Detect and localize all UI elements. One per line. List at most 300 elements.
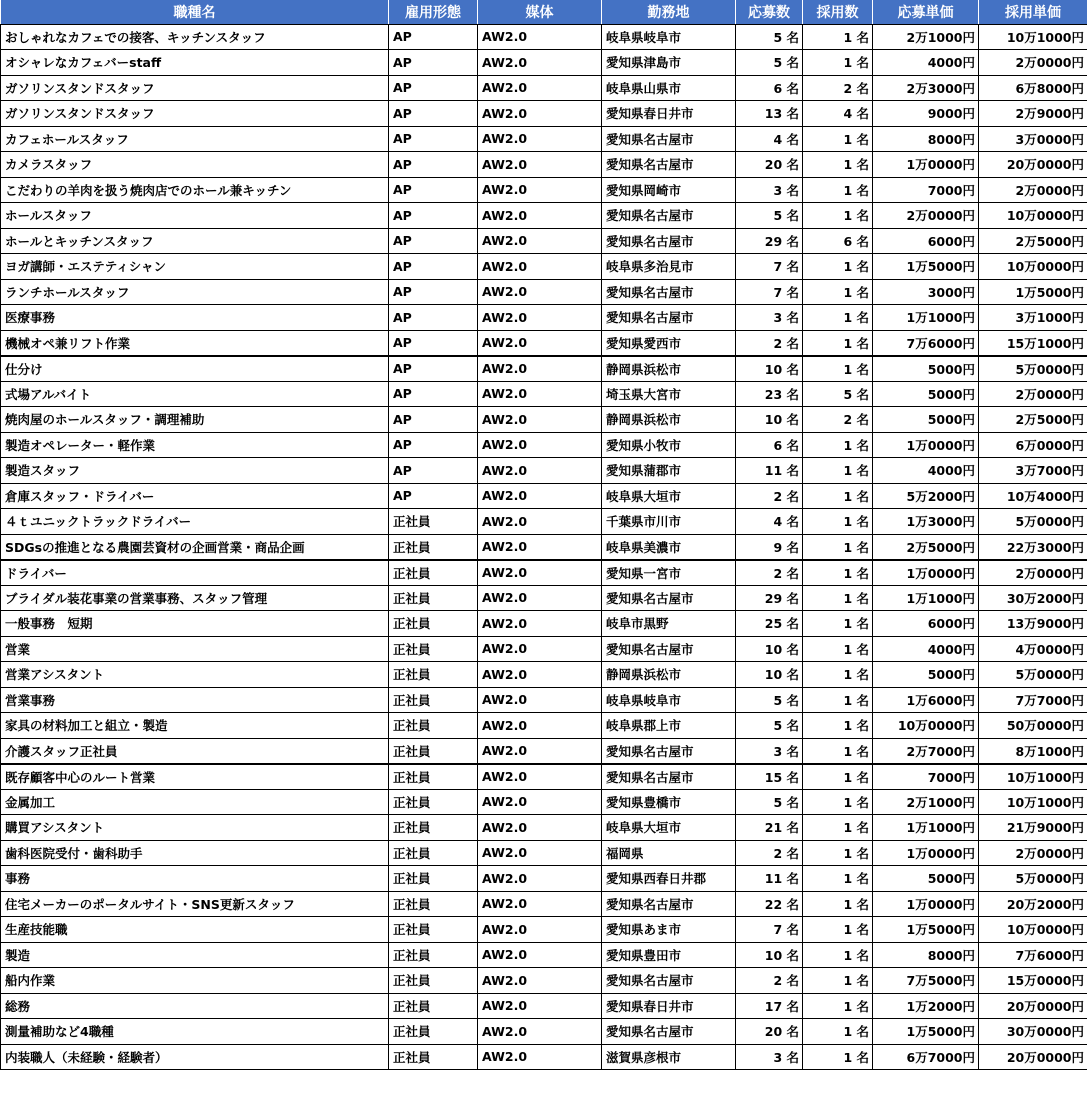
cell-job-title: 製造オペレーター・軽作業	[1, 432, 389, 458]
cell-location: 岐阜県大垣市	[602, 483, 736, 509]
cell-location: 愛知県蒲郡市	[602, 458, 736, 484]
cell-location: 愛知県名古屋市	[602, 968, 736, 994]
cell-applications: 4 名	[736, 509, 803, 535]
cell-media: AW2.0	[478, 662, 602, 688]
cell-cost-per-hire: 2万0000円	[979, 50, 1087, 76]
cell-cost-per-hire: 5万0000円	[979, 509, 1087, 535]
table-row	[1, 662, 1087, 688]
cell-cost-per-hire: 2万0000円	[979, 381, 1087, 407]
cell-employment-type: AP	[389, 381, 478, 407]
table-row	[1, 50, 1087, 76]
cell-cost-per-hire: 3万1000円	[979, 305, 1087, 331]
cell-cost-per-hire: 2万0000円	[979, 840, 1087, 866]
cell-job-title: カメラスタッフ	[1, 152, 389, 178]
cell-location: 岐阜県美濃市	[602, 534, 736, 560]
cell-employment-type: AP	[389, 432, 478, 458]
table-row	[1, 356, 1087, 382]
cell-cost-per-hire: 2万5000円	[979, 407, 1087, 433]
cell-applications: 2 名	[736, 330, 803, 356]
cell-job-title: 事務	[1, 866, 389, 892]
cell-location: 愛知県春日井市	[602, 101, 736, 127]
cell-location: 愛知県名古屋市	[602, 305, 736, 331]
cell-employment-type: 正社員	[389, 738, 478, 764]
cell-applications: 25 名	[736, 611, 803, 637]
cell-media: AW2.0	[478, 585, 602, 611]
cell-job-title: ガソリンスタンドスタッフ	[1, 75, 389, 101]
cell-cost-per-hire: 2万9000円	[979, 101, 1087, 127]
cell-location: 静岡県浜松市	[602, 356, 736, 382]
cell-cost-per-hire: 2万0000円	[979, 177, 1087, 203]
cell-applications: 10 名	[736, 662, 803, 688]
cell-hires: 1 名	[803, 942, 873, 968]
cell-cost-per-hire: 20万0000円	[979, 993, 1087, 1019]
cell-applications: 3 名	[736, 738, 803, 764]
cell-hires: 1 名	[803, 560, 873, 586]
cell-applications: 5 名	[736, 687, 803, 713]
cell-hires: 1 名	[803, 687, 873, 713]
cell-job-title: 式場アルバイト	[1, 381, 389, 407]
cell-media: AW2.0	[478, 1019, 602, 1045]
cell-location: 愛知県津島市	[602, 50, 736, 76]
cell-cost-per-hire: 10万1000円	[979, 24, 1087, 50]
cell-job-title: ランチホールスタッフ	[1, 279, 389, 305]
cell-cost-per-application: 7万6000円	[873, 330, 979, 356]
table-row	[1, 432, 1087, 458]
table-row	[1, 305, 1087, 331]
cell-employment-type: AP	[389, 50, 478, 76]
cell-cost-per-hire: 10万0000円	[979, 917, 1087, 943]
cell-hires: 1 名	[803, 611, 873, 637]
cell-job-title: 船内作業	[1, 968, 389, 994]
cell-cost-per-hire: 1万5000円	[979, 279, 1087, 305]
cell-employment-type: 正社員	[389, 662, 478, 688]
cell-cost-per-hire: 10万1000円	[979, 764, 1087, 790]
cell-applications: 4 名	[736, 126, 803, 152]
cell-cost-per-application: 5000円	[873, 381, 979, 407]
table-row	[1, 381, 1087, 407]
cell-applications: 10 名	[736, 942, 803, 968]
cell-employment-type: 正社員	[389, 560, 478, 586]
cell-location: 愛知県名古屋市	[602, 764, 736, 790]
table-row	[1, 560, 1087, 586]
cell-hires: 1 名	[803, 483, 873, 509]
cell-cost-per-hire: 13万9000円	[979, 611, 1087, 637]
cell-location: 岐阜県大垣市	[602, 815, 736, 841]
cell-job-title: ４ｔユニックトラックドライバー	[1, 509, 389, 535]
cell-cost-per-application: 1万0000円	[873, 560, 979, 586]
cell-media: AW2.0	[478, 789, 602, 815]
cell-cost-per-application: 1万2000円	[873, 993, 979, 1019]
cell-applications: 3 名	[736, 1044, 803, 1070]
cell-job-title: 購買アシスタント	[1, 815, 389, 841]
cell-employment-type: 正社員	[389, 764, 478, 790]
cell-cost-per-hire: 2万0000円	[979, 560, 1087, 586]
cell-location: 愛知県豊橋市	[602, 789, 736, 815]
cell-cost-per-application: 6000円	[873, 228, 979, 254]
cell-media: AW2.0	[478, 891, 602, 917]
cell-cost-per-application: 5000円	[873, 662, 979, 688]
cell-cost-per-application: 2万5000円	[873, 534, 979, 560]
cell-cost-per-application: 1万1000円	[873, 815, 979, 841]
table-row	[1, 279, 1087, 305]
cell-cost-per-hire: 30万0000円	[979, 1019, 1087, 1045]
cell-applications: 20 名	[736, 1019, 803, 1045]
cell-job-title: 機械オペ兼リフト作業	[1, 330, 389, 356]
cell-applications: 5 名	[736, 203, 803, 229]
cell-media: AW2.0	[478, 917, 602, 943]
cell-cost-per-application: 1万3000円	[873, 509, 979, 535]
cell-applications: 2 名	[736, 968, 803, 994]
cell-applications: 5 名	[736, 50, 803, 76]
cell-hires: 1 名	[803, 1044, 873, 1070]
cell-hires: 1 名	[803, 509, 873, 535]
cell-job-title: カフェホールスタッフ	[1, 126, 389, 152]
cell-location: 静岡県浜松市	[602, 662, 736, 688]
cell-applications: 17 名	[736, 993, 803, 1019]
cell-media: AW2.0	[478, 279, 602, 305]
cell-location: 愛知県名古屋市	[602, 891, 736, 917]
table-row	[1, 942, 1087, 968]
cell-media: AW2.0	[478, 713, 602, 739]
cell-cost-per-hire: 15万0000円	[979, 968, 1087, 994]
cell-applications: 9 名	[736, 534, 803, 560]
cell-hires: 1 名	[803, 738, 873, 764]
table-row	[1, 917, 1087, 943]
header-media: 媒体	[478, 0, 602, 24]
cell-job-title: 一般事務 短期	[1, 611, 389, 637]
cell-hires: 1 名	[803, 24, 873, 50]
header-cost-per-hire: 採用単価	[979, 0, 1087, 24]
cell-job-title: 営業アシスタント	[1, 662, 389, 688]
cell-cost-per-hire: 7万6000円	[979, 942, 1087, 968]
cell-cost-per-application: 1万1000円	[873, 305, 979, 331]
cell-location: 愛知県愛西市	[602, 330, 736, 356]
cell-hires: 1 名	[803, 891, 873, 917]
cell-employment-type: 正社員	[389, 815, 478, 841]
table-row	[1, 152, 1087, 178]
cell-location: 岐阜県岐阜市	[602, 24, 736, 50]
cell-employment-type: 正社員	[389, 713, 478, 739]
cell-applications: 29 名	[736, 585, 803, 611]
cell-cost-per-application: 2万1000円	[873, 24, 979, 50]
cell-hires: 1 名	[803, 177, 873, 203]
cell-employment-type: 正社員	[389, 866, 478, 892]
cell-cost-per-application: 6000円	[873, 611, 979, 637]
table-row	[1, 228, 1087, 254]
table-row	[1, 585, 1087, 611]
table-row	[1, 534, 1087, 560]
cell-applications: 11 名	[736, 866, 803, 892]
cell-location: 岐阜県山県市	[602, 75, 736, 101]
table-row	[1, 687, 1087, 713]
table-row	[1, 254, 1087, 280]
cell-hires: 1 名	[803, 815, 873, 841]
cell-media: AW2.0	[478, 968, 602, 994]
cell-applications: 29 名	[736, 228, 803, 254]
cell-cost-per-application: 5万2000円	[873, 483, 979, 509]
cell-applications: 5 名	[736, 789, 803, 815]
cell-employment-type: 正社員	[389, 942, 478, 968]
cell-media: AW2.0	[478, 330, 602, 356]
cell-location: 岐阜市黒野	[602, 611, 736, 637]
cell-job-title: おしゃれなカフェでの接客、キッチンスタッフ	[1, 24, 389, 50]
cell-cost-per-application: 1万5000円	[873, 254, 979, 280]
cell-media: AW2.0	[478, 254, 602, 280]
cell-location: 愛知県小牧市	[602, 432, 736, 458]
cell-media: AW2.0	[478, 50, 602, 76]
cell-employment-type: AP	[389, 152, 478, 178]
table-row	[1, 713, 1087, 739]
header-location: 勤務地	[602, 0, 736, 24]
cell-job-title: ホールスタッフ	[1, 203, 389, 229]
cell-media: AW2.0	[478, 942, 602, 968]
table-row	[1, 407, 1087, 433]
cell-applications: 2 名	[736, 560, 803, 586]
cell-hires: 1 名	[803, 330, 873, 356]
cell-employment-type: AP	[389, 126, 478, 152]
cell-cost-per-hire: 22万3000円	[979, 534, 1087, 560]
cell-employment-type: AP	[389, 75, 478, 101]
cell-hires: 1 名	[803, 203, 873, 229]
cell-job-title: 焼肉屋のホールスタッフ・調理補助	[1, 407, 389, 433]
cell-job-title: 生産技能職	[1, 917, 389, 943]
cell-media: AW2.0	[478, 203, 602, 229]
cell-hires: 1 名	[803, 279, 873, 305]
table-row	[1, 458, 1087, 484]
cell-applications: 10 名	[736, 356, 803, 382]
cell-cost-per-application: 7000円	[873, 764, 979, 790]
cell-job-title: 営業	[1, 636, 389, 662]
cell-location: 愛知県岡崎市	[602, 177, 736, 203]
cell-employment-type: 正社員	[389, 993, 478, 1019]
table-row	[1, 968, 1087, 994]
cell-media: AW2.0	[478, 764, 602, 790]
cell-cost-per-application: 5000円	[873, 356, 979, 382]
cell-hires: 4 名	[803, 101, 873, 127]
cell-cost-per-hire: 50万0000円	[979, 713, 1087, 739]
cell-media: AW2.0	[478, 177, 602, 203]
cell-hires: 1 名	[803, 917, 873, 943]
cell-applications: 7 名	[736, 917, 803, 943]
table-row	[1, 738, 1087, 764]
cell-employment-type: 正社員	[389, 611, 478, 637]
cell-cost-per-application: 1万6000円	[873, 687, 979, 713]
cell-media: AW2.0	[478, 75, 602, 101]
cell-cost-per-application: 8000円	[873, 942, 979, 968]
cell-employment-type: 正社員	[389, 840, 478, 866]
cell-employment-type: 正社員	[389, 917, 478, 943]
cell-media: AW2.0	[478, 356, 602, 382]
cell-applications: 20 名	[736, 152, 803, 178]
cell-cost-per-application: 4000円	[873, 458, 979, 484]
table-row	[1, 75, 1087, 101]
table-row	[1, 509, 1087, 535]
cell-applications: 2 名	[736, 483, 803, 509]
cell-hires: 1 名	[803, 866, 873, 892]
cell-media: AW2.0	[478, 636, 602, 662]
cell-cost-per-application: 4000円	[873, 50, 979, 76]
cell-location: 愛知県名古屋市	[602, 585, 736, 611]
cell-cost-per-application: 8000円	[873, 126, 979, 152]
header-row	[1, 0, 1087, 24]
cell-applications: 5 名	[736, 713, 803, 739]
cell-hires: 2 名	[803, 407, 873, 433]
cell-job-title: 倉庫スタッフ・ドライバー	[1, 483, 389, 509]
cell-hires: 1 名	[803, 993, 873, 1019]
cell-cost-per-application: 1万0000円	[873, 891, 979, 917]
cell-applications: 22 名	[736, 891, 803, 917]
cell-location: 滋賀県彦根市	[602, 1044, 736, 1070]
cell-media: AW2.0	[478, 458, 602, 484]
cell-applications: 6 名	[736, 75, 803, 101]
cell-job-title: ヨガ講師・エステティシャン	[1, 254, 389, 280]
table-row	[1, 993, 1087, 1019]
cell-media: AW2.0	[478, 866, 602, 892]
cell-job-title: 内装職人（未経験・経験者）	[1, 1044, 389, 1070]
table-row	[1, 330, 1087, 356]
header-cost-per-application: 応募単価	[873, 0, 979, 24]
cell-employment-type: AP	[389, 356, 478, 382]
cell-hires: 1 名	[803, 1019, 873, 1045]
cell-hires: 1 名	[803, 789, 873, 815]
cell-employment-type: 正社員	[389, 789, 478, 815]
cell-applications: 3 名	[736, 177, 803, 203]
cell-media: AW2.0	[478, 24, 602, 50]
table-row	[1, 24, 1087, 50]
cell-employment-type: AP	[389, 305, 478, 331]
cell-applications: 3 名	[736, 305, 803, 331]
cell-job-title: こだわりの羊肉を扱う焼肉店でのホール兼キッチン	[1, 177, 389, 203]
table-row	[1, 764, 1087, 790]
cell-media: AW2.0	[478, 687, 602, 713]
cell-cost-per-hire: 3万7000円	[979, 458, 1087, 484]
cell-location: 福岡県	[602, 840, 736, 866]
cell-applications: 11 名	[736, 458, 803, 484]
cell-applications: 10 名	[736, 636, 803, 662]
cell-location: 愛知県名古屋市	[602, 203, 736, 229]
cell-job-title: 住宅メーカーのポータルサイト・SNS更新スタッフ	[1, 891, 389, 917]
cell-job-title: 総務	[1, 993, 389, 1019]
cell-hires: 2 名	[803, 75, 873, 101]
cell-cost-per-hire: 6万8000円	[979, 75, 1087, 101]
cell-location: 愛知県名古屋市	[602, 126, 736, 152]
cell-hires: 1 名	[803, 636, 873, 662]
cell-location: 愛知県名古屋市	[602, 738, 736, 764]
table-row	[1, 789, 1087, 815]
cell-media: AW2.0	[478, 483, 602, 509]
cell-job-title: 家具の材料加工と組立・製造	[1, 713, 389, 739]
cell-cost-per-application: 10万0000円	[873, 713, 979, 739]
cell-employment-type: 正社員	[389, 509, 478, 535]
cell-job-title: SDGsの推進となる農園芸資材の企画営業・商品企画	[1, 534, 389, 560]
cell-media: AW2.0	[478, 560, 602, 586]
cell-cost-per-application: 1万0000円	[873, 432, 979, 458]
table-row	[1, 866, 1087, 892]
cell-hires: 1 名	[803, 585, 873, 611]
cell-cost-per-hire: 15万1000円	[979, 330, 1087, 356]
cell-media: AW2.0	[478, 815, 602, 841]
cell-hires: 1 名	[803, 126, 873, 152]
cell-applications: 13 名	[736, 101, 803, 127]
cell-applications: 23 名	[736, 381, 803, 407]
header-employment-type: 雇用形態	[389, 0, 478, 24]
cell-cost-per-hire: 7万7000円	[979, 687, 1087, 713]
cell-cost-per-hire: 2万5000円	[979, 228, 1087, 254]
cell-hires: 1 名	[803, 432, 873, 458]
header-hires: 採用数	[803, 0, 873, 24]
cell-job-title: 仕分け	[1, 356, 389, 382]
cell-location: 岐阜県岐阜市	[602, 687, 736, 713]
cell-location: 埼玉県大宮市	[602, 381, 736, 407]
cell-cost-per-hire: 5万0000円	[979, 356, 1087, 382]
cell-employment-type: AP	[389, 24, 478, 50]
cell-applications: 21 名	[736, 815, 803, 841]
cell-job-title: 製造	[1, 942, 389, 968]
cell-cost-per-hire: 30万2000円	[979, 585, 1087, 611]
cell-location: 愛知県春日井市	[602, 993, 736, 1019]
cell-hires: 1 名	[803, 458, 873, 484]
cell-cost-per-application: 1万0000円	[873, 840, 979, 866]
cell-job-title: 医療事務	[1, 305, 389, 331]
cell-employment-type: AP	[389, 330, 478, 356]
cell-media: AW2.0	[478, 152, 602, 178]
cell-location: 岐阜県多治見市	[602, 254, 736, 280]
cell-hires: 1 名	[803, 968, 873, 994]
cell-job-title: 金属加工	[1, 789, 389, 815]
cell-cost-per-hire: 5万0000円	[979, 662, 1087, 688]
cell-location: 愛知県名古屋市	[602, 636, 736, 662]
cell-employment-type: AP	[389, 101, 478, 127]
cell-cost-per-application: 3000円	[873, 279, 979, 305]
table-row	[1, 611, 1087, 637]
cell-applications: 2 名	[736, 840, 803, 866]
table-row	[1, 483, 1087, 509]
cell-media: AW2.0	[478, 228, 602, 254]
cell-location: 愛知県一宮市	[602, 560, 736, 586]
cell-location: 静岡県浜松市	[602, 407, 736, 433]
cell-media: AW2.0	[478, 840, 602, 866]
cell-hires: 1 名	[803, 305, 873, 331]
cell-employment-type: AP	[389, 228, 478, 254]
cell-hires: 5 名	[803, 381, 873, 407]
cell-employment-type: AP	[389, 458, 478, 484]
cell-cost-per-application: 5000円	[873, 866, 979, 892]
cell-employment-type: 正社員	[389, 1019, 478, 1045]
table-row	[1, 101, 1087, 127]
cell-media: AW2.0	[478, 126, 602, 152]
cell-cost-per-application: 2万1000円	[873, 789, 979, 815]
cell-job-title: ガソリンスタンドスタッフ	[1, 101, 389, 127]
cell-media: AW2.0	[478, 509, 602, 535]
cell-hires: 1 名	[803, 713, 873, 739]
cell-cost-per-application: 7000円	[873, 177, 979, 203]
cell-employment-type: 正社員	[389, 636, 478, 662]
cell-cost-per-hire: 8万1000円	[979, 738, 1087, 764]
cell-location: 愛知県名古屋市	[602, 1019, 736, 1045]
cell-cost-per-application: 2万3000円	[873, 75, 979, 101]
header-applications: 応募数	[736, 0, 803, 24]
cell-cost-per-application: 6万7000円	[873, 1044, 979, 1070]
cell-hires: 6 名	[803, 228, 873, 254]
cell-employment-type: 正社員	[389, 968, 478, 994]
cell-cost-per-hire: 20万0000円	[979, 1044, 1087, 1070]
cell-cost-per-application: 1万5000円	[873, 1019, 979, 1045]
cell-media: AW2.0	[478, 738, 602, 764]
cell-employment-type: 正社員	[389, 687, 478, 713]
cell-media: AW2.0	[478, 534, 602, 560]
cell-cost-per-hire: 21万9000円	[979, 815, 1087, 841]
cell-cost-per-application: 2万7000円	[873, 738, 979, 764]
